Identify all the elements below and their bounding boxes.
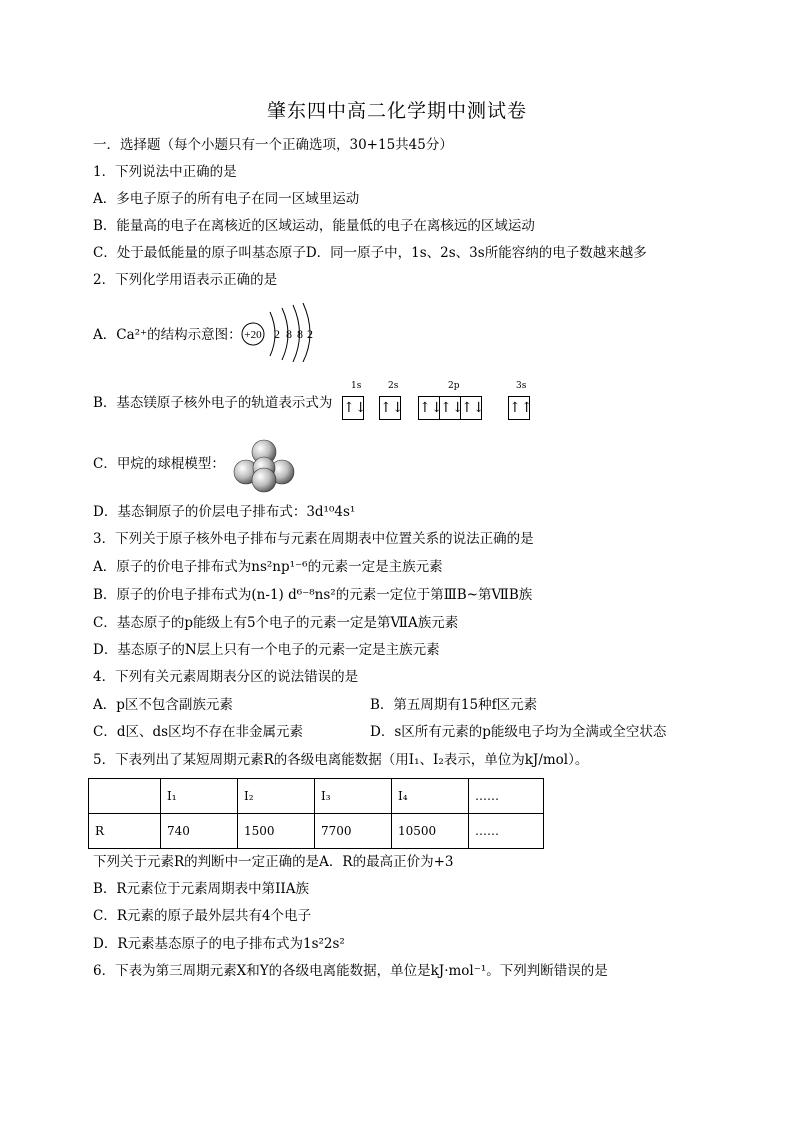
orbital-label-3s: 3s [516,381,527,391]
option-a-text: A．Ca²⁺的结构示意图： [93,327,242,343]
orbital-box-2p-3: ↑↓ [460,396,482,420]
question-3-stem: 3．下列关于原子核外电子排布与元素在周期表中位置关系的说法正确的是 [93,531,534,547]
question-4-option-d: D．s区所有元素的p能级电子均为全满或全空状态 [370,724,667,740]
table-row [89,814,544,849]
table-cell: R [89,814,161,849]
question-3-option-a: A．原子的价电子排布式为ns²np¹⁻⁶的元素一定是主族元素 [93,559,443,575]
table-cell: 10500 [392,814,469,849]
ionization-energy-table [88,778,544,849]
question-5-option-c: C．R元素的原子最外层共有4个电子 [93,908,312,924]
table-cell: I₄ [392,779,469,814]
question-5-option-d: D．R元素基态原子的电子排布式为1s²2s² [93,936,345,952]
orbital-box-1s: ↑↓ [342,396,364,420]
shell-2-count: 8 [286,327,292,341]
table-cell: 7700 [315,814,392,849]
question-2-option-c: C．甲烷的球棍模型： [93,456,225,472]
orbital-label-1s: 1s [351,381,362,391]
orbital-box-2s: ↑↓ [379,396,401,420]
table-cell [89,779,161,814]
table-cell: I₁ [161,779,238,814]
question-3-option-d: D．基态原子的N层上只有一个电子的元素一定是主族元素 [93,642,440,658]
shell-1-count: 2 [274,327,280,341]
question-3-option-b: B．原子的价电子排布式为(n-1) d⁶⁻⁸ns²的元素一定位于第ⅢB~第ⅦB族 [93,587,533,603]
table-cell: 1500 [238,814,315,849]
orbital-box-3s: ↑↑ [508,396,530,420]
table-header-row [89,779,544,814]
question-5-option-b: B．R元素位于元素周期表中第IIA族 [93,881,309,897]
section-heading: 一．选择题（每个小题只有一个正确选项，30+15共45分） [93,137,453,153]
question-2-option-d: D．基态铜原子的价层电子排布式：3d¹⁰4s¹ [93,504,356,520]
question-1-option-cd: C．处于最低能量的原子叫基态原子D．同一原子中，1s、2s、3s所能容纳的电子数越来越多 [93,245,647,261]
orbital-diagram [343,380,543,425]
shell-4-count: 2 [307,327,313,341]
table-cell: I₂ [238,779,315,814]
methane-ball-stick-model-image [230,438,300,494]
question-6-stem: 6．下表为第三周期元素X和Y的各级电离能数据，单位是kJ·mol⁻¹。下列判断错误的是 [93,963,608,979]
orbital-box-2p-2: ↑↓ [439,396,461,420]
orbital-label-2s: 2s [388,381,399,391]
question-5-stem: 5．下表列出了某短周期元素R的各级电离能数据（用I₁、I₂表示，单位为kJ/mol）。 [93,752,589,768]
table-cell: 740 [161,814,238,849]
question-4-option-c: C．d区、ds区均不存在非金属元素 [93,724,304,740]
question-3-option-c: C．基态原子的p能级上有5个电子的元素一定是第ⅦA族元素 [93,615,459,631]
question-4-option-a: A．p区不包含副族元素 [93,697,233,713]
nucleus-charge: +20 [244,329,262,341]
question-2-option-a [93,326,242,344]
question-4-stem: 4．下列有关元素周期表分区的说法错误的是 [93,669,359,685]
orbital-label-2p: 2p [448,381,460,391]
table-cell: …… [469,814,544,849]
question-1-stem: 1．下列说法中正确的是 [93,164,237,180]
ca-ion-structure-diagram [240,300,320,362]
table-cell: I₃ [315,779,392,814]
question-1-option-a: A．多电子原子的所有电子在同一区域里运动 [93,191,360,207]
question-5-judge: 下列关于元素R的判断中一定正确的是A．R的最高正价为+3 [93,854,454,870]
question-4-option-b: B．第五周期有15种f区元素 [370,697,538,713]
page-title: 肇东四中高二化学期中测试卷 [266,100,527,122]
question-2-stem: 2．下列化学用语表示正确的是 [93,272,278,288]
question-1-option-b: B．能量高的电子在离核近的区域运动，能量低的电子在离核远的区域运动 [93,218,535,234]
shell-3-count: 8 [297,327,303,341]
table-cell: …… [469,779,544,814]
orbital-box-2p-1: ↑↓ [418,396,440,420]
question-2-option-b: B．基态镁原子核外电子的轨道表示式为 [93,395,333,411]
